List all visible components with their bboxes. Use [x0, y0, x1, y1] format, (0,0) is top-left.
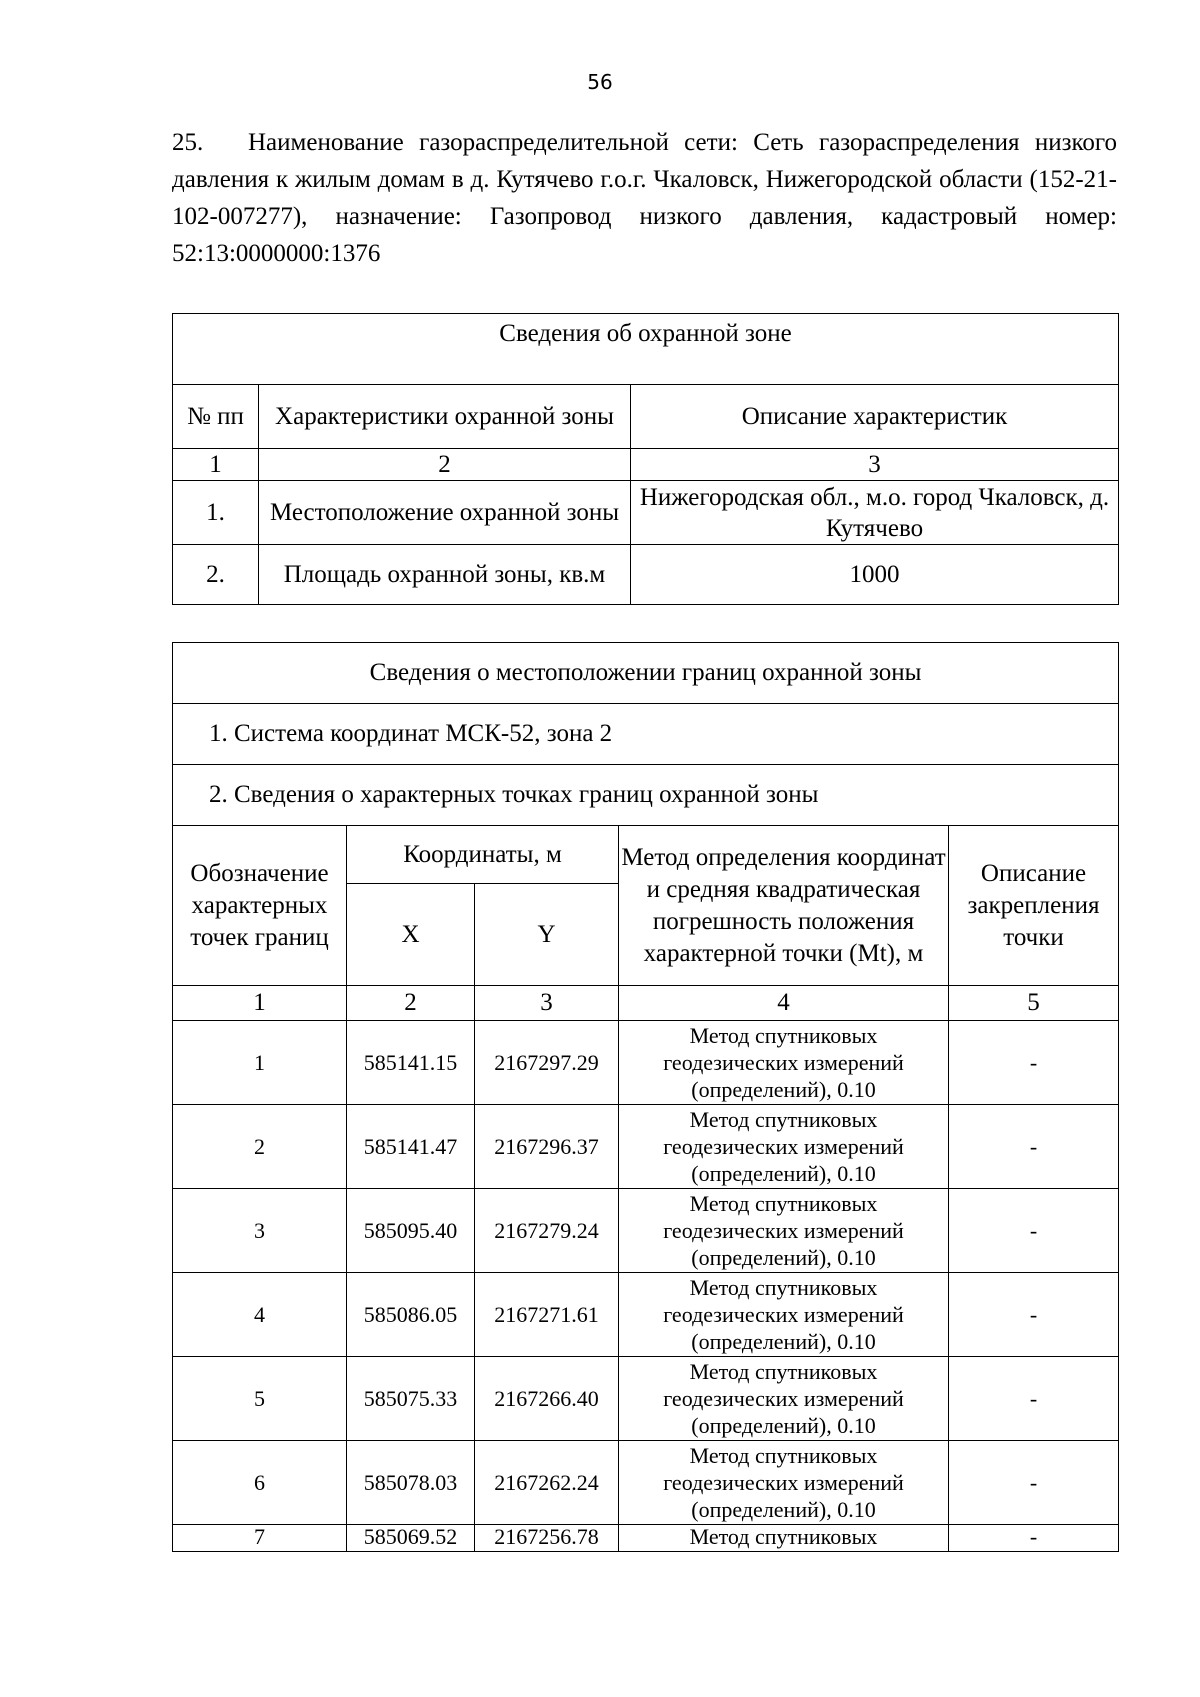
index-cell: 5 — [949, 986, 1119, 1021]
index-cell: 3 — [631, 449, 1119, 481]
point-fixing: - — [949, 1105, 1119, 1189]
row-description: 1000 — [631, 545, 1119, 605]
point-y: 2167296.37 — [475, 1105, 619, 1189]
table-row — [173, 481, 1119, 545]
table-row — [173, 545, 1119, 605]
row-characteristic: Площадь охранной зоны, кв.м — [259, 545, 631, 605]
point-method: Метод спутниковых — [619, 1525, 949, 1552]
table-row — [173, 1021, 1119, 1105]
zone-boundaries-table — [172, 642, 1119, 1552]
index-cell: 1 — [173, 449, 259, 481]
protection-zone-table — [172, 313, 1119, 605]
point-y: 2167256.78 — [475, 1525, 619, 1552]
point-id: 4 — [173, 1273, 347, 1357]
points-section-title: 2. Сведения о характерных точках границ охранной зоны — [173, 765, 1119, 826]
header-num: № пп — [173, 385, 259, 449]
point-id: 5 — [173, 1357, 347, 1441]
row-num: 1. — [173, 481, 259, 545]
point-x: 585078.03 — [347, 1441, 475, 1525]
point-id: 1 — [173, 1021, 347, 1105]
point-fixing: - — [949, 1021, 1119, 1105]
point-fixing: - — [949, 1189, 1119, 1273]
row-characteristic: Местоположение охранной зоны — [259, 481, 631, 545]
point-x: 585141.47 — [347, 1105, 475, 1189]
header-fixing: Описание закрепления точки — [949, 826, 1119, 986]
header-coordinates: Координаты, м — [347, 826, 619, 884]
table-row — [173, 1105, 1119, 1189]
point-method: Метод спутниковых геодезических измерений (определений), 0.10 — [619, 1189, 949, 1273]
header-method: Метод определения координат и средняя квадратическая погрешность положения характерной точки (Mt), м — [619, 826, 949, 986]
point-method: Метод спутниковых геодезических измерений (определений), 0.10 — [619, 1105, 949, 1189]
zone-table-title: Сведения об охранной зоне — [173, 314, 1119, 385]
point-fixing: - — [949, 1441, 1119, 1525]
point-method: Метод спутниковых геодезических измерений (определений), 0.10 — [619, 1441, 949, 1525]
point-id: 6 — [173, 1441, 347, 1525]
index-cell: 2 — [347, 986, 475, 1021]
row-num: 2. — [173, 545, 259, 605]
section-heading — [172, 124, 1117, 272]
bounds-table-title: Сведения о местоположении границ охранной зоны — [173, 643, 1119, 704]
point-x: 585075.33 — [347, 1357, 475, 1441]
table-row — [173, 1189, 1119, 1273]
point-fixing: - — [949, 1357, 1119, 1441]
point-y: 2167266.40 — [475, 1357, 619, 1441]
point-fixing: - — [949, 1525, 1119, 1552]
point-fixing: - — [949, 1273, 1119, 1357]
index-cell: 1 — [173, 986, 347, 1021]
point-y: 2167279.24 — [475, 1189, 619, 1273]
point-x: 585069.52 — [347, 1525, 475, 1552]
row-description: Нижегородская обл., м.о. город Чкаловск, д. Кутячево — [631, 481, 1119, 545]
section-number: 25. — [172, 129, 204, 156]
table-row — [173, 1441, 1119, 1525]
index-cell: 4 — [619, 986, 949, 1021]
point-y: 2167271.61 — [475, 1273, 619, 1357]
header-x: X — [347, 884, 475, 986]
header-characteristic: Характеристики охранной зоны — [259, 385, 631, 449]
point-method: Метод спутниковых геодезических измерений (определений), 0.10 — [619, 1273, 949, 1357]
header-description: Описание характеристик — [631, 385, 1119, 449]
header-y: Y — [475, 884, 619, 986]
section-text: Наименование газораспределительной сети: Сеть газораспределения низкого давления к жилым домам в д. Кутячево г.о.г. Чкаловск, Нижегородской области (152-21-102-007277), назначение: Газопровод низкого давления, кадастровый номер: 52:13:0000000:1376 — [172, 129, 1117, 267]
point-method: Метод спутниковых геодезических измерений (определений), 0.10 — [619, 1021, 949, 1105]
point-id: 7 — [173, 1525, 347, 1552]
point-id: 3 — [173, 1189, 347, 1273]
point-y: 2167262.24 — [475, 1441, 619, 1525]
index-cell: 2 — [259, 449, 631, 481]
point-method: Метод спутниковых геодезических измерений (определений), 0.10 — [619, 1357, 949, 1441]
point-x: 585141.15 — [347, 1021, 475, 1105]
point-y: 2167297.29 — [475, 1021, 619, 1105]
table-row — [173, 1525, 1119, 1552]
point-x: 585095.40 — [347, 1189, 475, 1273]
point-id: 2 — [173, 1105, 347, 1189]
page-number: 56 — [587, 70, 613, 94]
point-x: 585086.05 — [347, 1273, 475, 1357]
coordinate-system: 1. Система координат МСК-52, зона 2 — [173, 704, 1119, 765]
header-designation: Обозначение характерных точек границ — [173, 826, 347, 986]
table-row — [173, 1273, 1119, 1357]
index-cell: 3 — [475, 986, 619, 1021]
table-row — [173, 1357, 1119, 1441]
